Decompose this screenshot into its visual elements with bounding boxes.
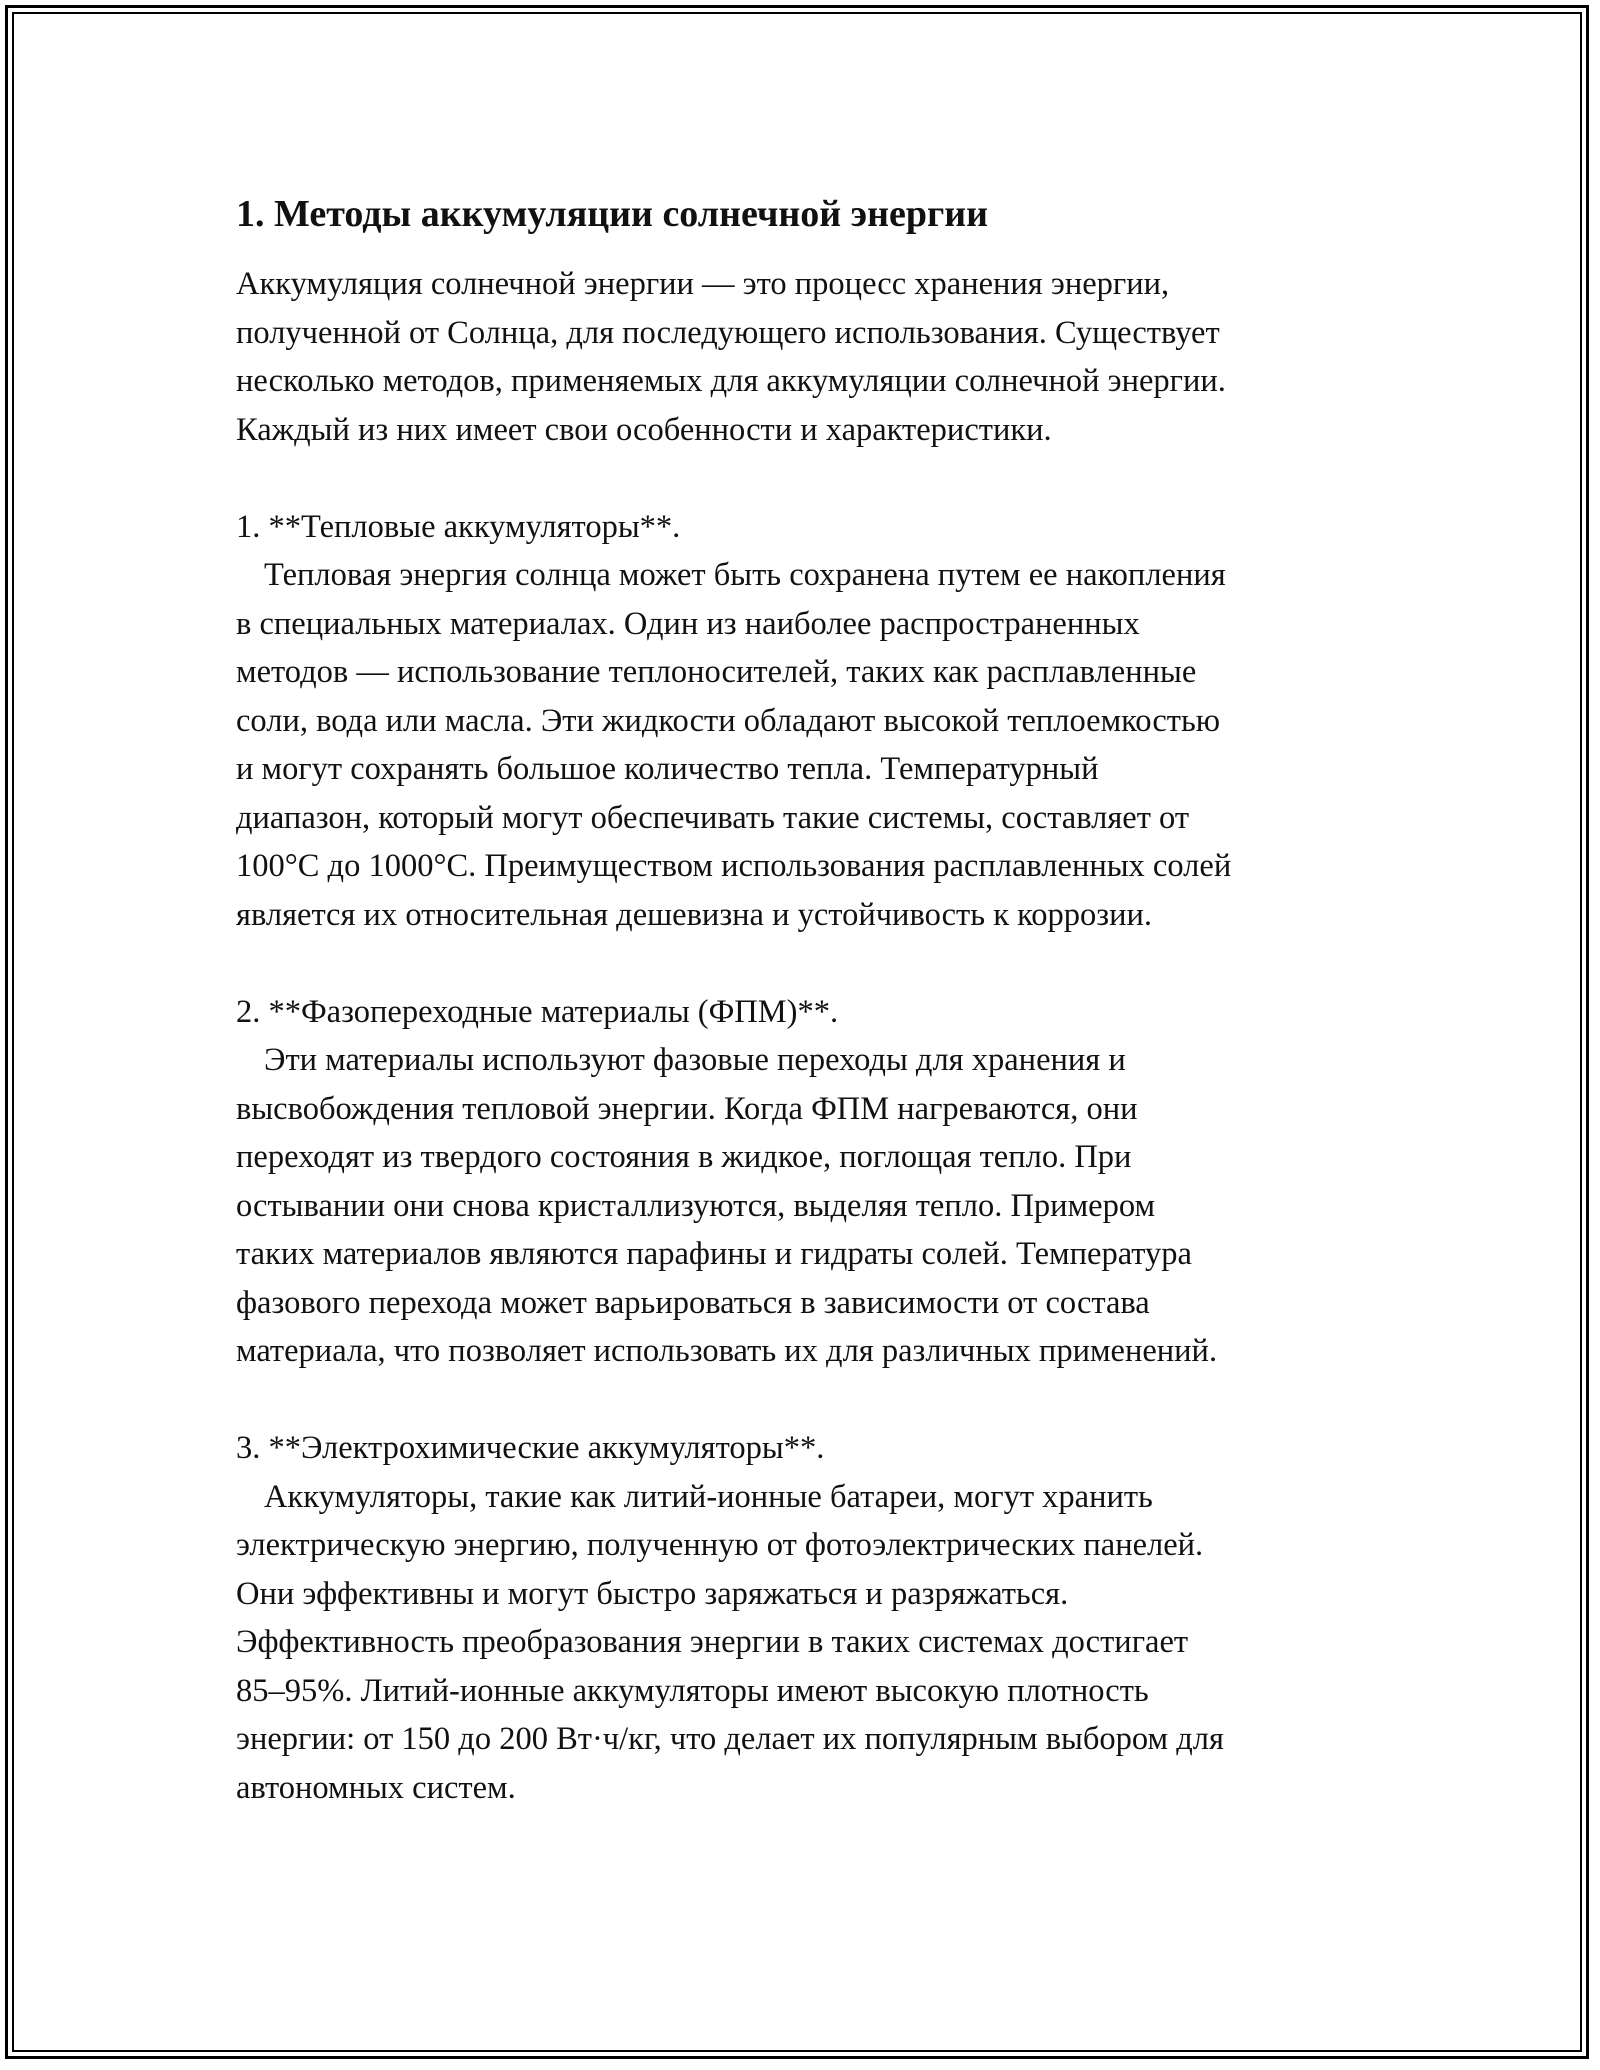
section-title: 2. **Фазопереходные материалы (ФПМ)**.	[236, 993, 839, 1030]
section-line: соли, вода или масла. Эти жидкости обладают высокой теплоемкостью	[236, 702, 1221, 739]
section-line: 100°C до 1000°C. Преимуществом использования расплавленных солей	[236, 848, 1232, 884]
section-line: фазового перехода может варьироваться в зависимости от состава	[236, 1284, 1150, 1321]
paragraph-gap	[236, 939, 1376, 988]
section-line: автономных систем.	[236, 1769, 516, 1806]
intro-line: несколько методов, применяемых для аккумуляции солнечной энергии.	[236, 363, 1226, 399]
section-title: 1. **Тепловые аккумуляторы**.	[236, 508, 681, 545]
section-line: в специальных материалах. Один из наиболее распространенных	[236, 605, 1140, 642]
section-line: Эти материалы используют фазовые переходы для хранения и	[264, 1042, 1126, 1078]
intro-line: полученной от Солнца, для последующего использования. Существует	[236, 314, 1220, 351]
document-body	[236, 188, 1376, 1812]
section-line: материала, что позволяет использовать их для различных применений.	[236, 1333, 1218, 1369]
section-electrochemical-accumulators	[236, 1424, 1376, 1812]
section-line: является их относительная дешевизна и устойчивость к коррозии.	[236, 896, 1153, 933]
intro-line: Каждый из них имеет свои особенности и характеристики.	[236, 411, 1052, 448]
section-line: высвобождения тепловой энергии. Когда ФПМ нагреваются, они	[236, 1090, 1138, 1127]
intro-paragraph	[236, 260, 1376, 454]
section-line: диапазон, который могут обеспечивать такие системы, составляет от	[236, 799, 1190, 836]
section-line: энергии: от 150 до 200 Вт·ч/кг, что делает их популярным выбором для	[236, 1721, 1224, 1757]
section-line: остывании они снова кристаллизуются, выделяя тепло. Примером	[236, 1187, 1156, 1224]
section-line: и могут сохранять большое количество тепла. Температурный	[236, 751, 1099, 787]
section-line: Они эффективны и могут быстро заряжаться и разряжаться.	[236, 1575, 1069, 1612]
paragraph-gap	[236, 1376, 1376, 1425]
section-thermal-accumulators	[236, 503, 1376, 940]
section-line: электрическую энергию, полученную от фотоэлектрических панелей.	[236, 1527, 1204, 1563]
document-heading: 1. Методы аккумуляции солнечной энергии	[236, 193, 989, 235]
section-line: таких материалов являются парафины и гидраты солей. Температура	[236, 1236, 1192, 1272]
section-line: Аккумуляторы, такие как литий-ионные батареи, могут хранить	[264, 1478, 1153, 1515]
intro-line: Аккумуляция солнечной энергии — это процесс хранения энергии,	[236, 266, 1170, 302]
section-line: Тепловая энергия солнца может быть сохранена путем ее накопления	[264, 557, 1226, 593]
section-line: методов — использование теплоносителей, таких как расплавленные	[236, 654, 1197, 690]
section-line: 85–95%. Литий-ионные аккумуляторы имеют высокую плотность	[236, 1672, 1149, 1709]
section-phase-change-materials	[236, 988, 1376, 1376]
paragraph-gap	[236, 454, 1376, 503]
section-line: Эффективность преобразования энергии в таких системах достигает	[236, 1624, 1189, 1660]
section-title: 3. **Электрохимические аккумуляторы**.	[236, 1430, 825, 1466]
section-line: переходят из твердого состояния в жидкое, поглощая тепло. При	[236, 1139, 1132, 1175]
